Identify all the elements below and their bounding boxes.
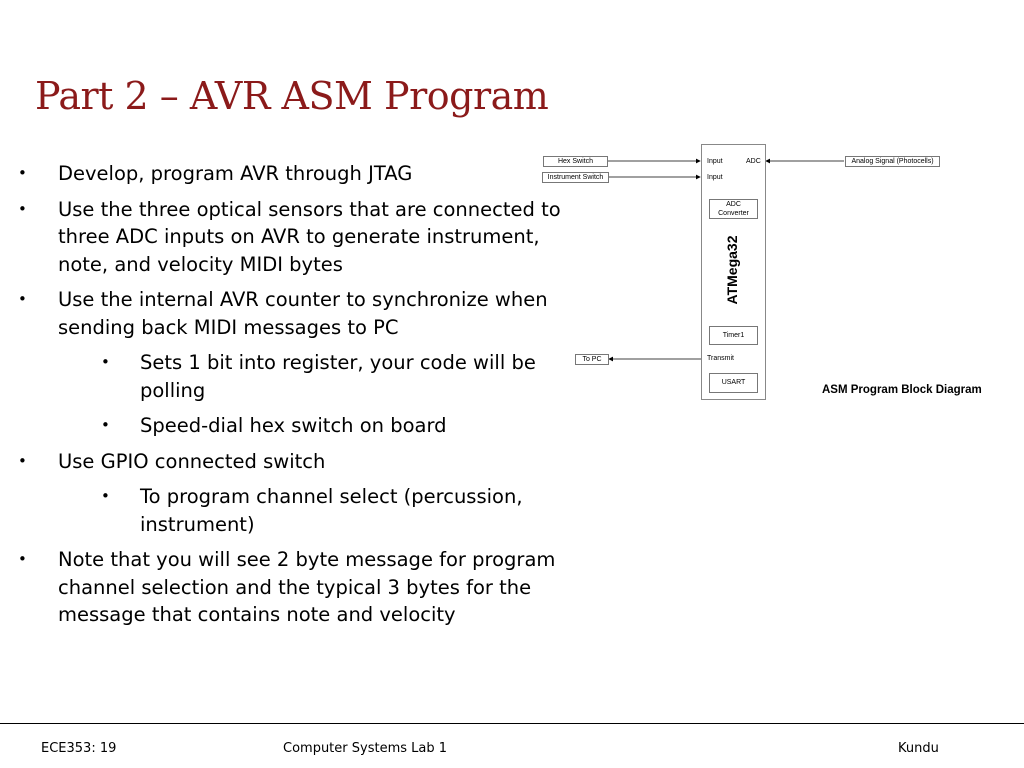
- input-port-label: Input: [707, 158, 723, 165]
- adc-port-label: ADC: [746, 158, 761, 165]
- adc-converter-box: ADC Converter: [709, 199, 758, 219]
- bullet-item: • Use the three optical sensors that are connected to three ADC inputs on AVR to generate instrument, note, and velocity MIDI bytes: [18, 196, 588, 279]
- bullet-item: • Note that you will see 2 byte message for program channel selection and the typical 3 bytes for the message that contains note and velocity: [18, 546, 588, 629]
- bullet-item: • Use GPIO connected switch: [18, 448, 588, 476]
- bullet-item: • Use the internal AVR counter to synchronize when sending back MIDI messages to PC: [18, 286, 588, 341]
- footer-author: Kundu: [898, 741, 939, 756]
- block-diagram: [540, 140, 950, 405]
- bullet-item: • Develop, program AVR through JTAG: [18, 160, 588, 188]
- sub-bullet-item: • Speed-dial hex switch on board: [18, 412, 588, 440]
- footer-course-title: Computer Systems Lab 1: [283, 741, 448, 756]
- footer-divider: [0, 723, 1024, 724]
- instrument-switch-box: Instrument Switch: [542, 172, 609, 183]
- sub-bullet-item: • To program channel select (percussion, instrument): [18, 483, 588, 538]
- input-port-label: Input: [707, 174, 723, 181]
- footer-course: ECE353: 19: [41, 741, 117, 756]
- to-pc-box: To PC: [575, 354, 609, 365]
- hex-switch-box: Hex Switch: [543, 156, 608, 167]
- bullet-list: [18, 160, 588, 637]
- slide-title: Part 2 – AVR ASM Program: [35, 74, 549, 118]
- diagram-caption: ASM Program Block Diagram: [822, 384, 982, 396]
- sub-bullet-item: • Sets 1 bit into register, your code will be polling: [18, 349, 588, 404]
- chip-name: ATMega32: [724, 235, 740, 305]
- transmit-port-label: Transmit: [707, 355, 734, 362]
- usart-box: USART: [709, 373, 758, 393]
- timer1-box: Timer1: [709, 326, 758, 345]
- analog-signal-box: Analog Signal (Photocells): [845, 156, 940, 167]
